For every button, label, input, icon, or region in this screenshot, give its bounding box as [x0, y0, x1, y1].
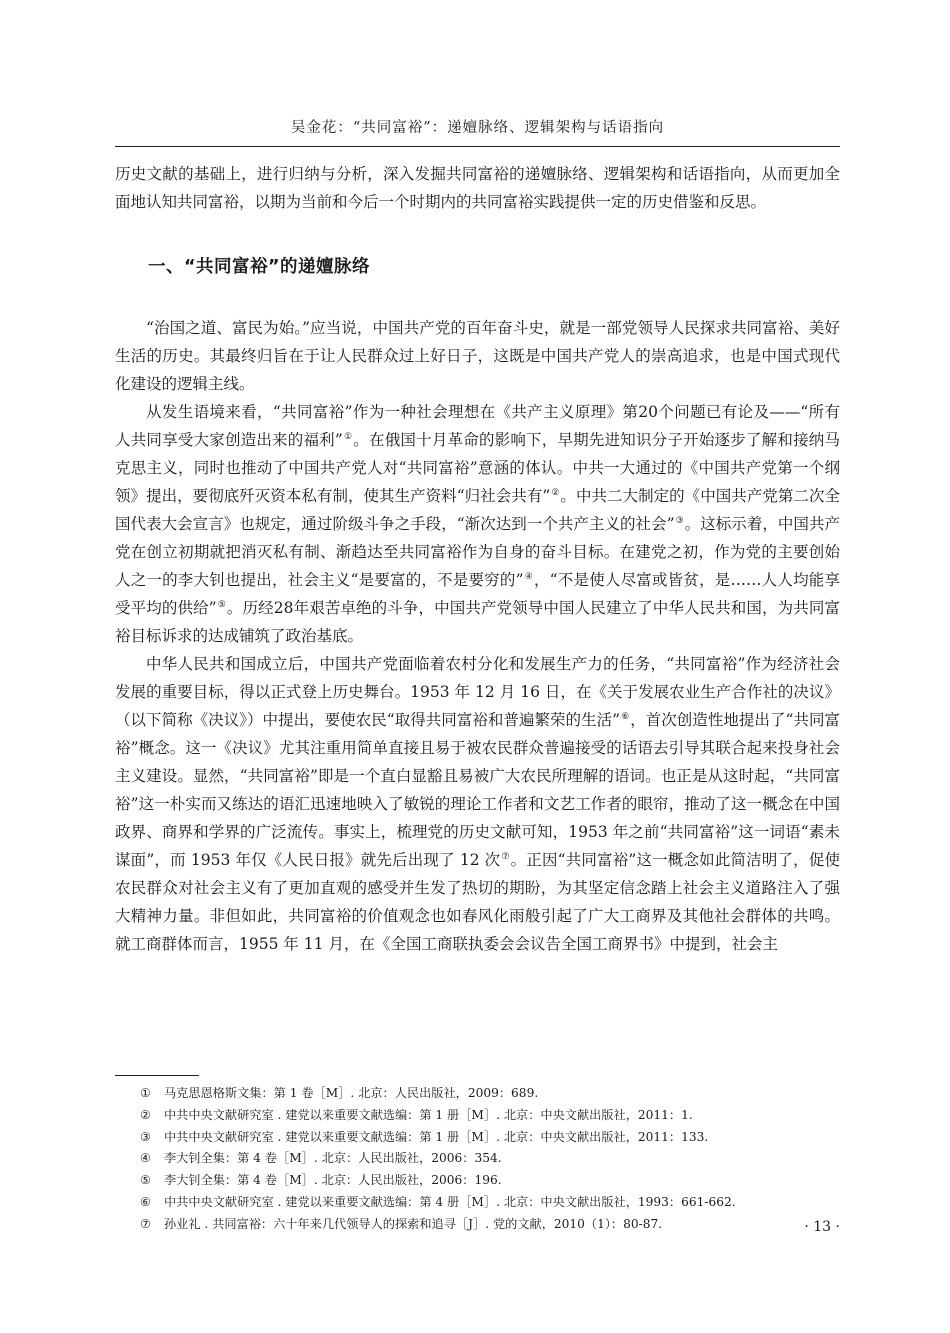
header-rule	[115, 146, 840, 147]
footnote-text: 孙业礼 . 共同富裕：六十年来几代领导人的探索和追寻［J］. 党的文献，2010（1）：80-87.	[164, 1216, 663, 1231]
footnote-ref-2[interactable]: ②	[551, 487, 560, 498]
footnote-item	[140, 1105, 840, 1127]
footnote-item	[140, 1170, 840, 1192]
paragraph-2-text: 从发生语境来看，“共同富裕”作为一种社会理想在《共产主义原理》第20个问题已有论及——“所有人共同享受大家创造出来的福利”	[115, 403, 840, 449]
footnote-text: 李大钊全集：第 4 卷［M］. 北京：人民出版社，2006：354.	[164, 1151, 502, 1166]
paragraph-3-text: ，首次创造性地提出了“共同富裕”概念。这一《决议》尤其注重用简单直接且易于被农民群众普遍接受的话语去引导其联合起来投身社会主义建设。显然，“共同富裕”即是一个直白显豁且易被广大农民所理解的语词。也正是从这时起，“共同富裕”这一朴实而又练达的语汇迅速地映入了敏锐的理论工作者和文艺工作者的眼帘，推动了这一概念在中国政界、商界和学界的广泛流传。事实上，梳理党的历史文献可知，1953 年之前“共同富裕”这一词语“素未谋面”，而 1953 年仅《人民日报》就先后出现了 12 次	[115, 711, 840, 869]
footnote-item	[140, 1127, 840, 1149]
paragraph-2-text: 。历经28年艰苦卓绝的斗争，中国共产党领导中国人民建立了中华人民共和国，为共同富裕目标诉求的达成铺筑了政治基底。	[115, 599, 840, 645]
footnote-ref-4[interactable]: ④	[524, 571, 533, 582]
footnote-item	[140, 1083, 840, 1105]
footnote-text: 中共中央文献研究室 . 建党以来重要文献选编：第 4 册［M］. 北京：中央文献出版社，1993：661-662.	[164, 1194, 736, 1209]
footnote-number: ①	[140, 1086, 151, 1100]
page-number: · 13 ·	[804, 1219, 840, 1235]
paragraph-2	[115, 398, 840, 650]
paragraph-2-text: 。在俄国十月革命的影响下，早期先进知识分子开始逐步了解和接纳马克思主义，同时也推动了中国共产党人对“共同富裕”意涵的体认。中共一大通过的《中国共产党第一个纲领》提出，要彻底歼灭资本私有制，使其生产资料“归社会共有”	[115, 431, 840, 505]
paragraph-2-text: 。中共二大制定的《中国共产党第二次全国代表大会宣言》也规定，通过阶级斗争之手段，“渐次达到一个共产主义的社会”	[115, 487, 840, 533]
footnote-number: ⑤	[140, 1173, 151, 1188]
footnote-text: 马克思恩格斯文集：第 1 卷［M］. 北京：人民出版社，2009：689.	[164, 1086, 539, 1100]
footnote-ref-7[interactable]: ⑦	[501, 851, 510, 862]
footnote-separator	[115, 1075, 199, 1076]
footnote-ref-1[interactable]: ①	[343, 431, 353, 442]
footnote-number: ④	[140, 1151, 151, 1166]
footnote-ref-3[interactable]: ③	[675, 515, 684, 526]
footnote-number: ⑦	[140, 1216, 151, 1231]
footnote-number: ⑥	[140, 1194, 151, 1209]
paragraph-3-text: 中华人民共和国成立后，中国共产党面临着农村分化和发展生产力的任务，“共同富裕”作为经济社会发展的重要目标，得以正式登上历史舞台。1953 年 12 月 16 日，在《关于发展农业生产合作社的决议》（以下简称《决议》）中提出，要使农民“取得共同富裕和普遍繁荣的生活”	[115, 655, 840, 729]
footnote-item	[140, 1214, 840, 1236]
footnote-ref-6[interactable]: ⑥	[621, 711, 630, 722]
paragraph-2-text: ，“不是使人尽富或皆贫，是……人人均能享受平均的供给”	[115, 571, 840, 617]
intro-paragraph: 历史文献的基础上，进行归纳与分析，深入发掘共同富裕的递嬗脉络、逻辑架构和话语指向，从而更加全面地认知共同富裕，以期为当前和今后一个时期内的共同富裕实践提供一定的历史借鉴和反思。	[115, 165, 840, 211]
footnote-number: ②	[140, 1107, 151, 1122]
paragraph-2-text: 。这标示着，中国共产党在创立初期就把消灭私有制、渐趋达至共同富裕作为自身的奋斗目标。在建党之初，作为党的主要创始人之一的李大钊也提出，社会主义“是要富的，不是要穷的”	[115, 515, 840, 589]
section-heading: 一、“共同富裕”的递嬗脉络	[148, 257, 371, 277]
paragraph-3	[115, 650, 840, 958]
footnote-text: 中共中央文献研究室 . 建党以来重要文献选编：第 1 册［M］. 北京：中央文献出版社，2011：133.	[164, 1129, 709, 1144]
footnote-item	[140, 1192, 840, 1214]
footnote-text: 中共中央文献研究室 . 建党以来重要文献选编：第 1 册［M］. 北京：中央文献出版社，2011：1.	[164, 1107, 693, 1122]
body-text	[115, 160, 840, 958]
footnote-text: 李大钊全集：第 4 卷［M］. 北京：人民出版社，2006：196.	[164, 1173, 502, 1188]
footnote-list	[140, 1083, 840, 1236]
paragraph-1: “治国之道、富民为始。”应当说，中国共产党的百年奋斗史，就是一部党领导人民探求共同富裕、美好生活的历史。其最终归旨在于让人民群众过上好日子，这既是中国共产党人的崇高追求，也是中国式现代化建设的逻辑主线。	[115, 319, 840, 393]
running-header: 吴金花：“共同富裕”：递嬗脉络、逻辑架构与话语指向	[290, 120, 665, 136]
footnote-number: ③	[140, 1129, 151, 1144]
footnote-ref-5[interactable]: ⑤	[217, 599, 226, 610]
paragraph-3-text: 。正因“共同富裕”这一概念如此简洁明了，促使农民群众对社会主义有了更加直观的感受并生发了热切的期盼，为其坚定信念踏上社会主义道路注入了强大精神力量。非但如此，共同富裕的价值观念也如春风化雨般引起了广大工商界及其他社会群体的共鸣。就工商群体而言，1955 年 11 月，在《全国工商联执委会会议告全国工商界书》中提到，社会主	[115, 851, 840, 953]
footnote-item	[140, 1148, 840, 1170]
